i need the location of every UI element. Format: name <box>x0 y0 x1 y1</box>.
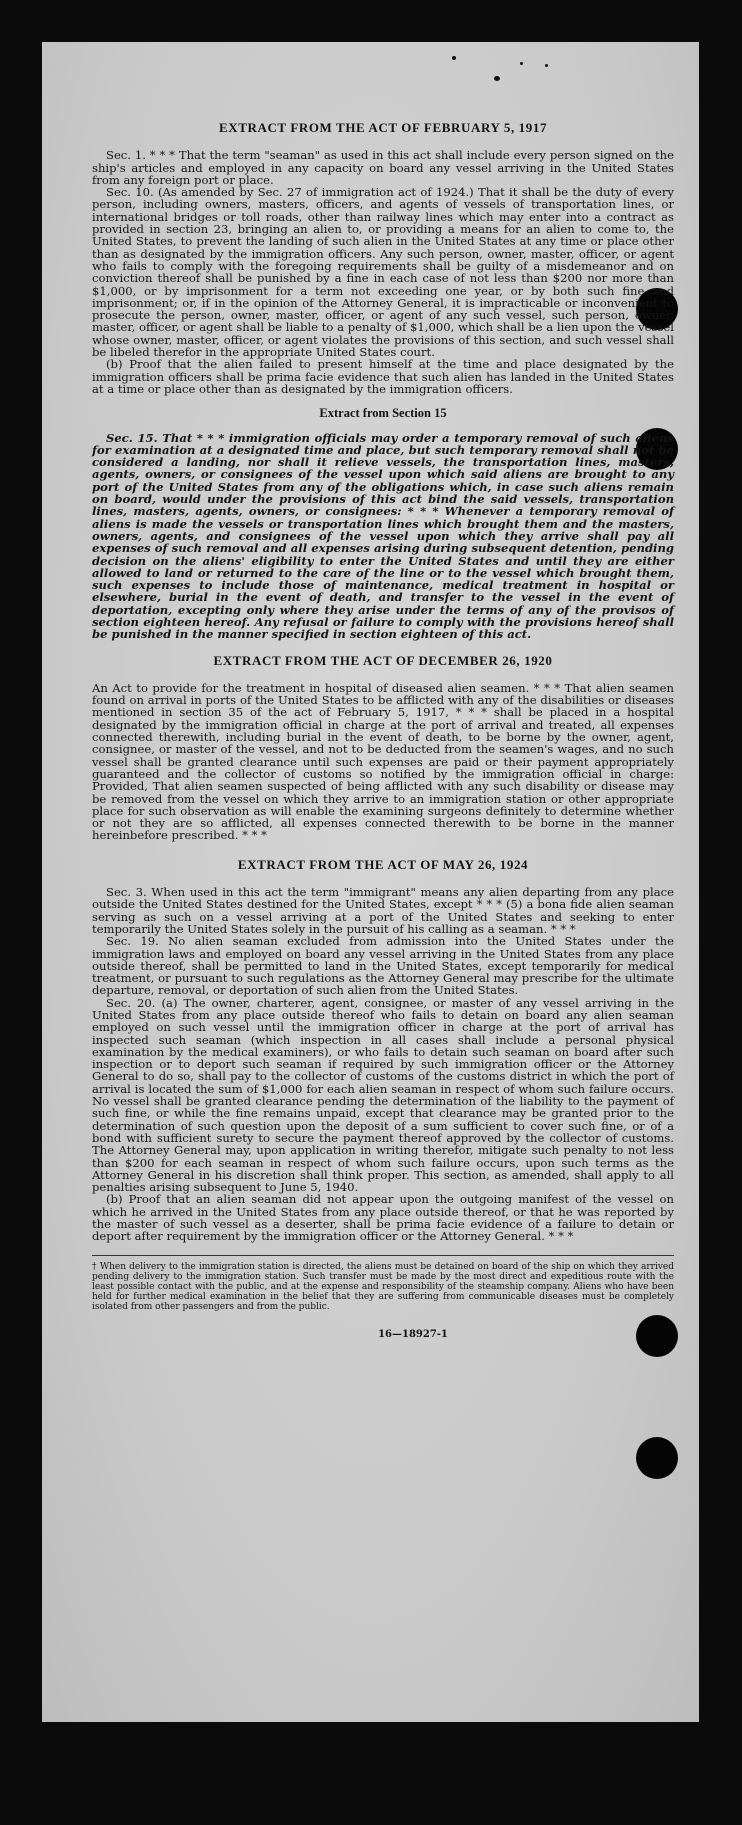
heading-act-1920: EXTRACT FROM THE ACT OF DECEMBER 26, 1920 <box>213 652 553 668</box>
paragraph-sec-1: Sec. 1. * * * That the term "seaman" as used in this act shall include every person signed on the ship's articles and employed in any capacity on board any vessel arriving in the United States from any foreign port or place. <box>92 148 674 187</box>
paragraph-act-1920: An Act to provide for the treatment in hospital of diseased alien seamen. * * * That alien seamen found on arrival in ports of the United States to be afflicted with any of the disabilities or diseases mentioned in section 35 of the act of February 5, 1917, * * * shall be placed in a hospital designated by the immigration official in charge at the port of arrival and treated, all expenses connected therewith, including burial in the event of death, to be borne by the owner, agent, consignee, or master of the vessel, and not to be deducted from the seamen's wages, and no such vessel shall be granted clearance until such expenses are paid or their payment appropriately guaranteed and the collector of customs so notified by the immigration official in charge: Provided, That alien seamen suspected of being afflicted with any such disability or disease may be removed from the vessel on which they arrive to an immigration station or other appropriate place for such observation as will enable the examining surgeons definitely to determine whether or not they are so afflicted, all expenses connected therewith to be borne in the manner hereinbefore prescribed. * * * <box>92 680 674 843</box>
document-body <box>92 122 674 1341</box>
paragraph-sec-19: Sec. 19. No alien seaman excluded from admission into the United States under the immigration laws and employed on board any vessel arriving in the United States from any place outside thereof, shall be permitted to land in the United States, except temporarily for medical treatment, or pursuant to such regulations as the Attorney General may prescribe for the ultimate departure, removal, or deportation of such alien from the United States. <box>92 934 674 998</box>
paragraph-sec-20-a: Sec. 20. (a) The owner, charterer, agent, consignee, or master of any vessel arriving in the United States from any place outside thereof who fails to detain on board any alien seaman employed on such vessel until the immigration officer in charge at the port of arrival has inspected such seaman (which inspection in all cases shall include a personal physical examination by the medical examiners), or who fails to detain such seaman on board after such inspection or to deport such seaman if required by such immigration officer or the Attorney General to do so, shall pay to the collector of customs of the customs district in which the port of arrival is located the sum of $1,000 for each alien seaman in respect of whom such failure occurs. No vessel shall be granted clearance pending the determination of the liability to the payment of such fine, or while the fine remains unpaid, except that clearance may be granted prior to the determination of such question upon the deposit of a sum sufficient to cover such fine, or of a bond with sufficient surety to secure the payment thereof approved by the collector of customs. The Attorney General may, upon application in writing therefor, mitigate such penalty to not less than $200 for each seaman in respect of whom such failure occurs, upon such terms as the Attorney General in his discretion shall think proper. This section, as amended, shall apply to all penalties arising subsequent to June 5, 1940. <box>92 995 674 1195</box>
ink-speck <box>452 56 456 60</box>
paragraph-sec-15: Sec. 15. That * * * immigration officials may order a temporary removal of such aliens for examination at a designated time and place, but such temporary removal shall not be considered a landing, nor shall it relieve vessels, the transportation lines, masters, agents, owners, or consignees of the vessel upon which said aliens are brought to any port of the United States from any of the obligations which, in case such aliens remain on board, would under the provisions of this act bind the said vessels, transportation lines, masters, agents, owners, or consignees: * * * Whenever a temporary removal of aliens is made the vessels or transportation lines which brought them and the masters, owners, agents, and consignees of the vessel upon which they arrive shall pay all expenses of such removal and all expenses arising during subsequent detention, pending decision on the aliens' eligibility to enter the United States and until they are either allowed to land or returned to the care of the line or to the vessel which brought them, such expenses to include those of maintenance, medical treatment in hospital or elsewhere, burial in the event of death, and transfer to the vessel in the event of deportation, excepting only where they arise under the terms of any of the provisos of section eighteen hereof. Any refusal or failure to comply with the provisions hereof shall be punished in the manner specified in section eighteen of this act. <box>92 430 674 642</box>
paragraph-sec-10: Sec. 10. (As amended by Sec. 27 of immigration act of 1924.) That it shall be the duty of every person, including owners, masters, officers, and agents of vessels of transportation lines, or international bridges or toll roads, other than railway lines which may enter into a contract as provided in section 23, bringing an alien to, or providing a means for an alien to come to, the United States, to prevent the landing of such alien in the United States at any time or place other than as designated by the immigration officers. Any such person, owner, master, officer, or agent who fails to comply with the foregoing requirements shall be guilty of a misdemeanor and on conviction thereof shall be punished by a fine in each case of not less than $200 nor more than $1,000, or by imprisonment for a term not exceeding one year, or by both such fine and imprisonment; or, if in the opinion of the Attorney General, it is impracticable or inconvenient to prosecute the person, owner, master, officer, or agent of any such vessel, such person, owner, master, officer, or agent shall be liable to a penalty of $1,000, which shall be a lien upon the vessel whose owner, master, officer, or agent violates the provisions of this section, and such vessel shall be libeled therefor in the appropriate United States court. <box>92 185 674 360</box>
document-page <box>42 42 699 1722</box>
paragraph-sec-20-b: (b) Proof that an alien seaman did not appear upon the outgoing manifest of the vessel on which he arrived in the United States from any place outside thereof, or that he was reported by the master of such vessel as a deserter, shall be prima facie evidence of a failure to detain or deport after requirement by the immigration officer or the Attorney General. * * * <box>92 1192 674 1244</box>
heading-act-1924: EXTRACT FROM THE ACT OF MAY 26, 1924 <box>237 856 529 872</box>
ink-speck <box>520 62 523 65</box>
section-15-block <box>92 432 674 641</box>
punch-hole <box>636 1437 678 1479</box>
form-number: 16—18927-1 <box>378 1328 448 1340</box>
ink-speck <box>494 76 500 81</box>
heading-section-15: Extract from Section 15 <box>319 406 447 421</box>
footnote: † When delivery to the immigration station is directed, the aliens must be detained on board of the ship on which they arrived pending delivery to the immigration station. Such transfer must be made by the most direct and expeditious route with the least possible contact with the public, and at the expense and responsibility of the steamship company. Aliens who have been held for further medical examination in the belief that they are suffering from communicable diseases must be completely isolated from other passengers and from the public. <box>92 1255 674 1313</box>
paragraph-sec-3: Sec. 3. When used in this act the term "immigrant" means any alien departing from any place outside the United States destined for the United States, except * * * (5) a bona fide alien seaman serving as such on a vessel arriving at a port of the United States and seeking to enter temporarily the United States solely in the pursuit of his calling as a seaman. * * * <box>92 885 674 936</box>
heading-act-1917: EXTRACT FROM THE ACT OF FEBRUARY 5, 1917 <box>218 120 548 135</box>
ink-speck <box>545 64 548 67</box>
paragraph-sec-10-b: (b) Proof that the alien failed to present himself at the time and place designated by the immigration officers shall be prima facie evidence that such alien has landed in the United States at a time or place other than as designated by the immigration officers. <box>92 357 674 396</box>
